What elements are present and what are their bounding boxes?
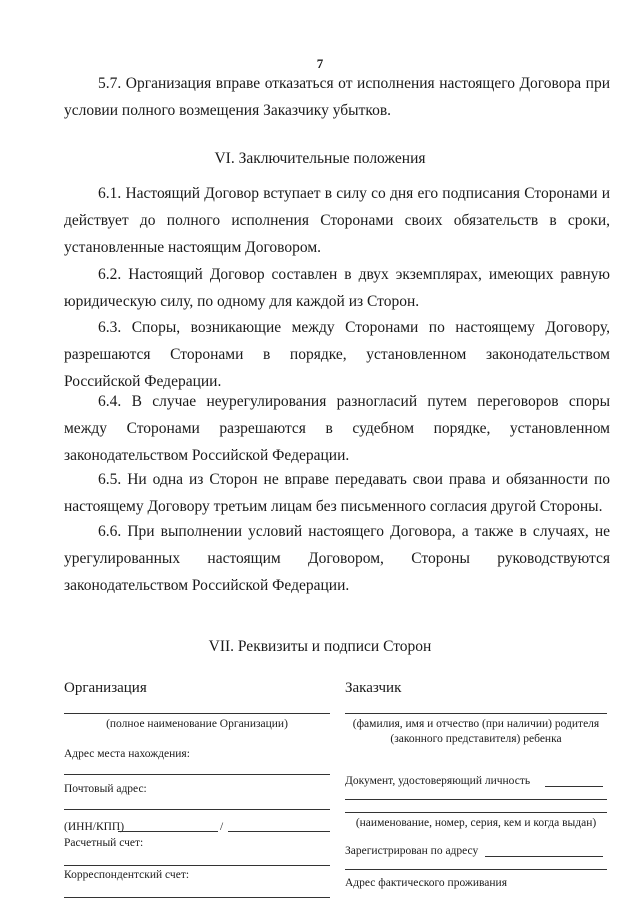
clause-6-1: 6.1. Настоящий Договор вступает в силу со дня его подписания Сторонами и действует до полного исполнения Сторонами своих обязательств в сроки, установленные настоящим Договором. [64,185,610,256]
clause-6-2: 6.2. Настоящий Договор составлен в двух экземплярах, имеющих равную юридическую силу, по одному для каждой из Сторон. [64,266,610,310]
organization-account-line [64,865,330,866]
kpp-line [228,831,330,832]
organization-corr-account-line [64,897,330,898]
customer-name-hint: (фамилия, имя и отчество (при наличии) родителя (законного представителя) ребенка [352,718,600,745]
customer-registered-line [345,869,607,870]
organization-requisites [64,680,330,898]
organization-corr-account-label: Корреспондентский счет: [64,869,190,881]
customer-registered-label: Зарегистрирован по адресу [345,845,479,857]
customer-name-line [345,713,607,714]
organization-address-line [64,774,330,775]
registered-line-inline [485,856,603,857]
id-doc-line-inline [545,786,603,787]
clause-6-6: 6.6. При выполнении условий настоящего Договора, а также в случаях, не урегулированных настоящим Договором, Стороны руководствуются законодательством Российской Федерации. [64,523,610,594]
organization-postal-label: Почтовый адрес: [64,783,147,795]
customer-actual-address-label: Адрес фактического проживания [345,877,507,889]
customer-heading: Заказчик [345,680,402,696]
clause-6-5: 6.5. Ни одна из Сторон не вправе передавать свои права и обязанности по настоящему Договору третьим лицам без письменного согласия другой Стороны. [64,471,610,515]
organization-heading: Организация [64,680,147,696]
organization-postal-line [64,809,330,810]
organization-account-label: Расчетный счет: [64,837,144,849]
customer-id-doc-hint: (наименование, номер, серия, кем и когда выдан) [355,817,597,829]
clause-6-3: 6.3. Споры, возникающие между Сторонами по настоящему Договору, разрешаются Сторонами в порядке, установленном законодательством Российской Федерации. [64,319,610,390]
customer-id-doc-label: Документ, удостоверяющий личность [345,775,531,787]
customer-id-doc-line-1 [345,799,607,800]
organization-inn-row [64,820,330,835]
customer-requisites [345,680,607,891]
customer-id-doc-row [345,774,607,789]
organization-inn-label: (ИНН/КПП) [64,821,125,833]
organization-address-label: Адрес места нахождения: [64,748,190,760]
section-6-title: VI. Заключительные положения [214,150,426,167]
clause-6-4: 6.4. В случае неурегулирования разногласий путем переговоров споры между Сторонами разрешаются в судебном порядке, установленном законодательством Российской Федерации. [64,393,610,464]
inn-kpp-separator: / [220,821,224,833]
page-number: 7 [316,56,324,71]
clause-5-7: 5.7. Организация вправе отказаться от исполнения настоящего Договора при условии полного возмещения Заказчику убытков. [64,75,610,119]
customer-registered-row [345,844,607,859]
organization-name-hint: (полное наименование Организации) [106,718,288,730]
customer-id-doc-line-2 [345,812,607,813]
section-7-title: VII. Реквизиты и подписи Сторон [208,638,432,655]
inn-line [118,831,218,832]
organization-name-line [64,713,330,714]
